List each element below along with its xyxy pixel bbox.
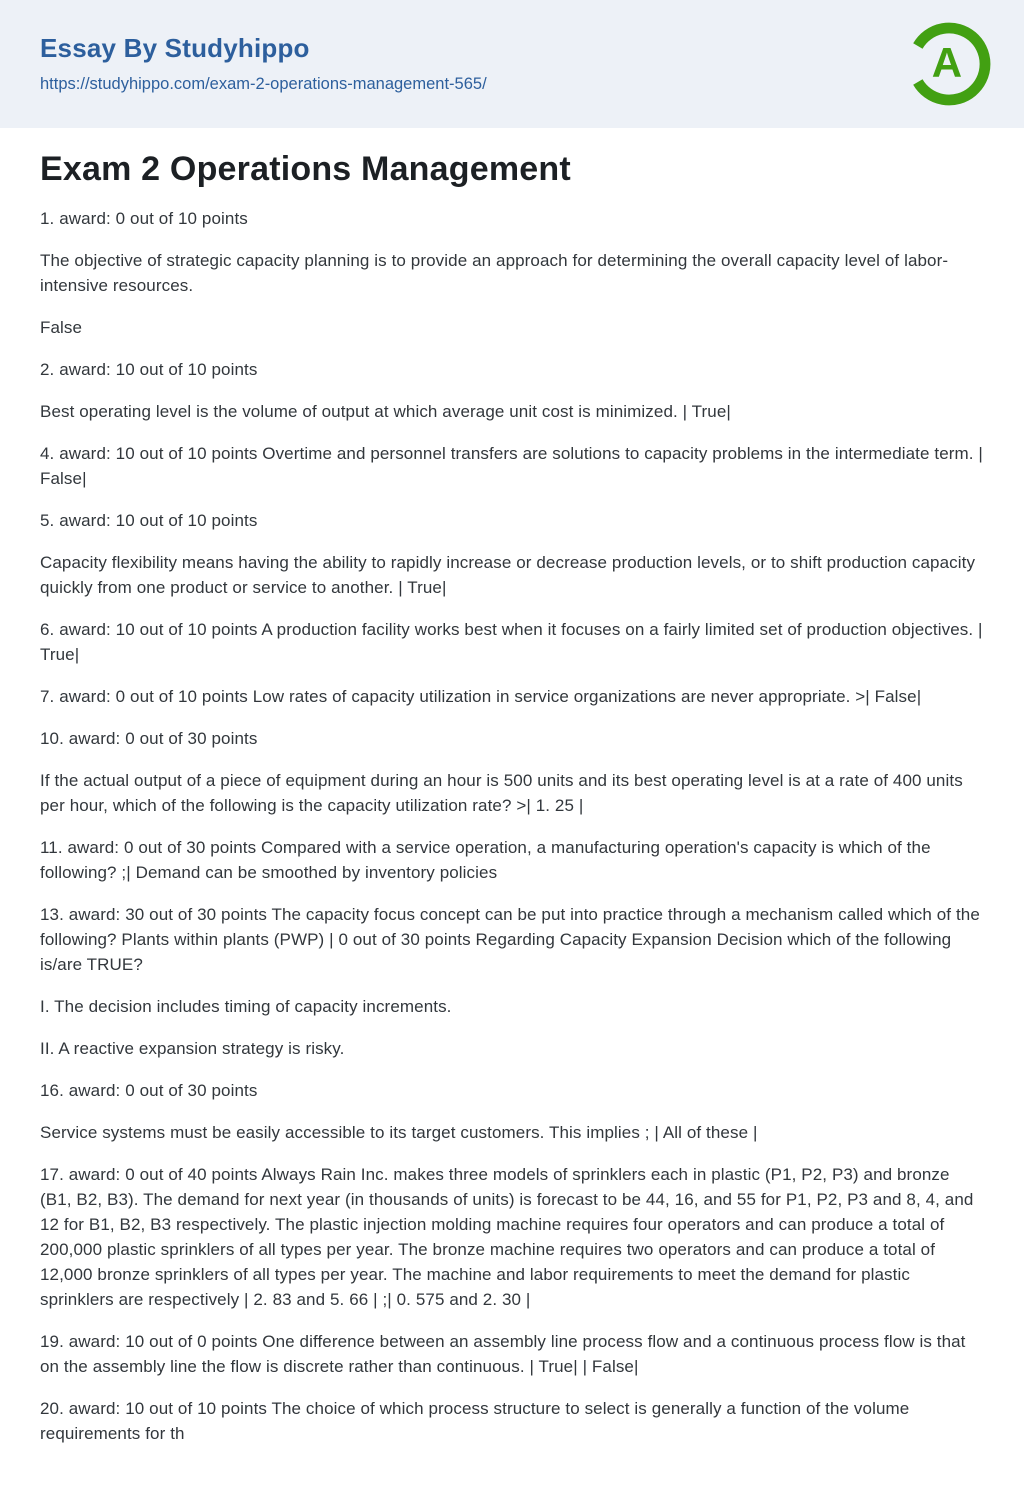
paragraph-q13: 13. award: 30 out of 30 points The capacity focus concept can be put into practice through a mechanism called which of the following? Plants within plants (PWP) | 0 out of 30 points Regarding Capacity Expansion Decision which of the following is/are TRUE? xyxy=(40,905,980,975)
paragraph-q11: 11. award: 0 out of 30 points Compared with a service operation, a manufacturing operation's capacity is which of the following? ;| Demand can be smoothed by inventory policies xyxy=(40,838,931,883)
paragraph-statement-ii: II. A reactive expansion strategy is risky. xyxy=(40,1039,345,1059)
paragraph-q5-award: 5. award: 10 out of 10 points xyxy=(40,511,258,531)
paragraph-q2-award: 2. award: 10 out of 10 points xyxy=(40,360,258,380)
paragraph-q6: 6. award: 10 out of 10 points A production facility works best when it focuses on a fairly limited set of production objectives. | True| xyxy=(40,620,983,665)
header-text-block xyxy=(40,34,487,95)
document-body xyxy=(0,128,1024,1503)
paragraph-statement-i: I. The decision includes timing of capacity increments. xyxy=(40,997,452,1017)
paragraph-q17: 17. award: 0 out of 40 points Always Rain Inc. makes three models of sprinklers each in plastic (P1, P2, P3) and bronze (B1, B2, B3). The demand for next year (in thousands of units) is forecast to be 44, 16, and 55 for P1, P2, P3 and 8, 4, and 12 for B1, B2, B3 respectively. The plastic injection molding machine requires four operators and can produce a total of 200,000 plastic sprinklers of all types per year. The bronze machine requires two operators and can produce a total of 12,000 bronze sprinklers of all types per year. The machine and labor requirements to meet the demand for plastic sprinklers are respectively | 2. 83 and 5. 66 | ;| 0. 575 and 2. 30 | xyxy=(40,1165,974,1310)
paragraph-q10-award: 10. award: 0 out of 30 points xyxy=(40,729,258,749)
paragraph-q7: 7. award: 0 out of 10 points Low rates of capacity utilization in service organizations are never appropriate. >| False| xyxy=(40,687,922,707)
paragraph-q10-text: If the actual output of a piece of equipment during an hour is 500 units and its best operating level is at a rate of 400 units per hour, which of the following is the capacity utilization rate? >| 1. 25 | xyxy=(40,771,963,816)
paragraph-q1-text: The objective of strategic capacity planning is to provide an approach for determining the overall capacity level of labor-intensive resources. xyxy=(40,251,949,296)
paragraph-q20: 20. award: 10 out of 10 points The choice of which process structure to select is generally a function of the volume requirements for th xyxy=(40,1399,910,1444)
paragraph-q19: 19. award: 10 out of 0 points One difference between an assembly line process flow and a continuous process flow is that on the assembly line the flow is discrete rather than continuous. | True| | False| xyxy=(40,1332,966,1377)
studyhippo-logo-icon xyxy=(904,19,994,109)
page-header xyxy=(0,0,1024,128)
site-title: Essay By Studyhippo xyxy=(40,32,310,63)
logo-letter: A xyxy=(931,39,963,87)
paragraph-q5-text: Capacity flexibility means having the ability to rapidly increase or decrease production levels, or to shift production capacity quickly from one product or service to another. | True| xyxy=(40,553,976,598)
paragraph-q16-award: 16. award: 0 out of 30 points xyxy=(40,1081,258,1101)
paragraph-q1-award: 1. award: 0 out of 10 points xyxy=(40,209,248,229)
paragraph-q16-text: Service systems must be easily accessible to its target customers. This implies ; | All of these | xyxy=(40,1123,758,1143)
paragraph-q1-answer: False xyxy=(40,318,83,338)
page-url-link[interactable]: https://studyhippo.com/exam-2-operations-management-565/ xyxy=(40,75,487,94)
paragraph-q2-text: Best operating level is the volume of output at which average unit cost is minimized. | True| xyxy=(40,402,731,422)
paragraph-q4: 4. award: 10 out of 10 points Overtime and personnel transfers are solutions to capacity problems in the intermediate term. | False| xyxy=(40,444,983,489)
page-title: Exam 2 Operations Management xyxy=(40,150,571,188)
